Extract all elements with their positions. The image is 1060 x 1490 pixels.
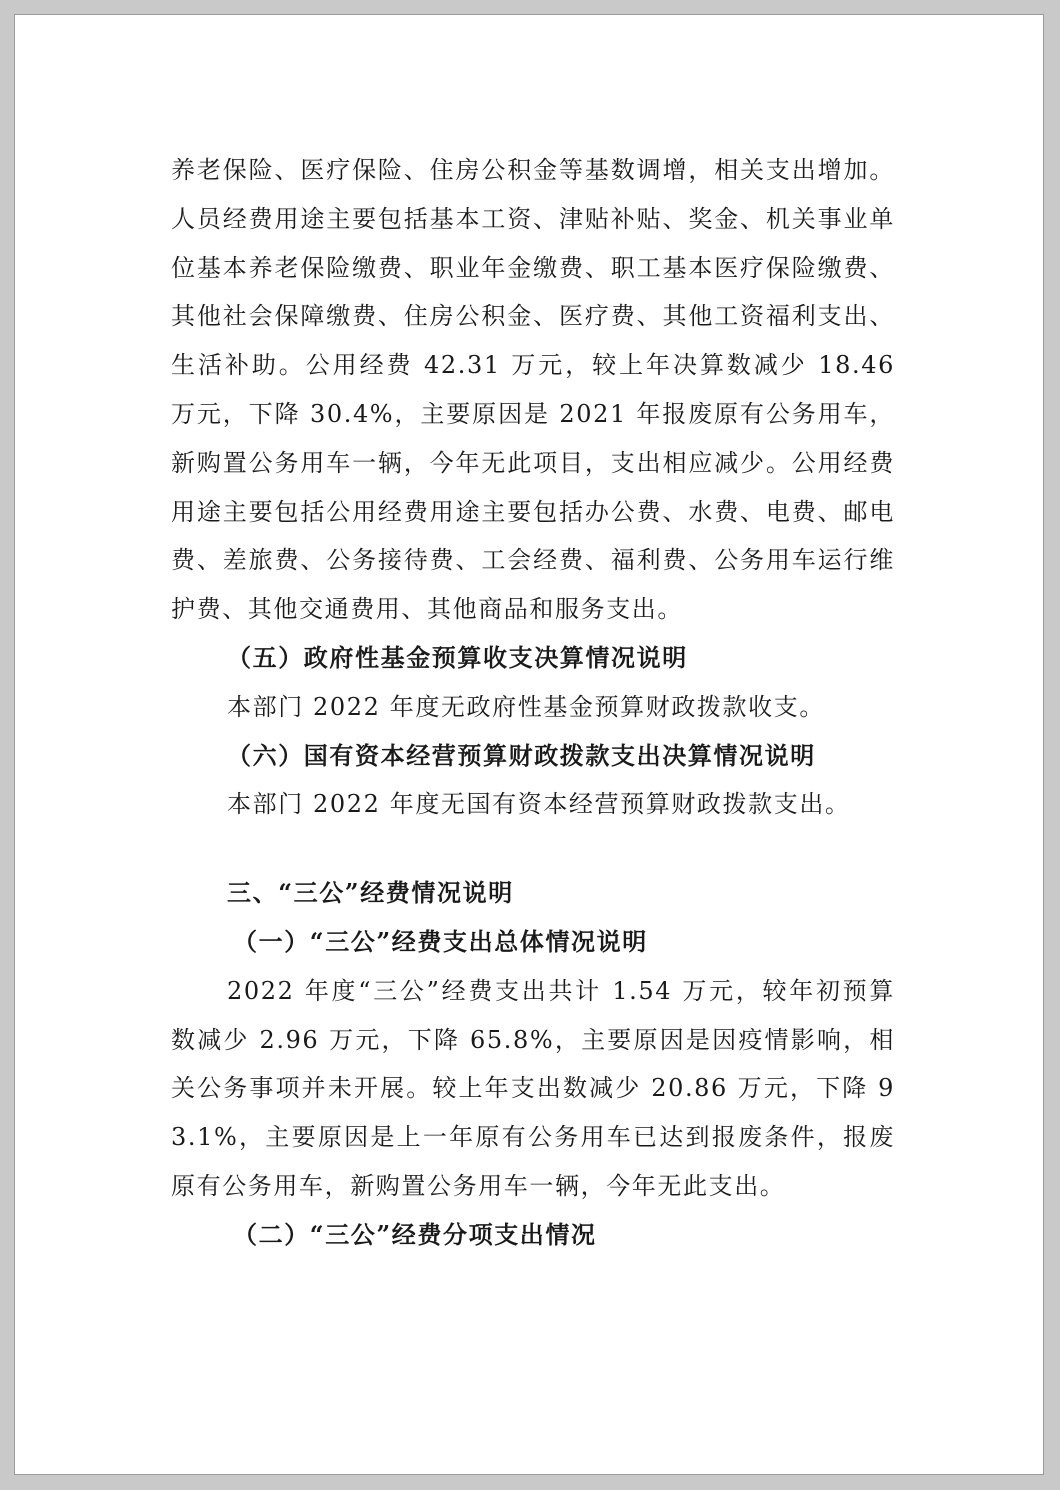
document-page [14, 14, 1044, 1475]
heading-three-public-overall: （一）“三公”经费支出总体情况说明 [233, 926, 648, 956]
paragraph-state-capital: 本部门 2022 年度无国有资本经营预算财政拨款支出。 [227, 790, 851, 819]
document-body [171, 146, 895, 1260]
heading-three-public-itemized: （二）“三公”经费分项支出情况 [233, 1219, 597, 1249]
paragraph-government-fund: 本部门 2022 年度无政府性基金预算财政拨款收支。 [227, 692, 825, 721]
heading-government-fund-budget: （五）政府性基金预算收支决算情况说明 [227, 642, 688, 672]
section-three-public-expenses-title: 三、“三公”经费情况说明 [227, 878, 514, 908]
heading-state-capital-budget: （六）国有资本经营预算财政拨款支出决算情况说明 [227, 740, 816, 770]
paragraph-expenditure-details: 养老保险、医疗保险、住房公积金等基数调增，相关支出增加。人员经费用途主要包括基本工资、津贴补贴、奖金、机关事业单位基本养老保险缴费、职业年金缴费、职工基本医疗保险缴费、其他社会保障缴费、住房公积金、医疗费、其他工资福利支出、生活补助。公用经费 42.31 万元，较上年决算数减少 18.46 万元，下降 30.4%，主要原因是 2021 年报废原有公务用车，新购置公务用车一辆，今年无此项目，支出相应减少。公用经费用途主要包括公用经费用途主要包括办公费、水费、电费、邮电费、差旅费、公务接待费、工会经费、福利费、公务用车运行维护费、其他交通费用、其他商品和服务支出。 [171, 156, 895, 624]
paragraph-three-public-overall: 2022 年度“三公”经费支出共计 1.54 万元，较年初预算数减少 2.96 万元，下降 65.8%，主要原因是因疫情影响，相关公务事项并未开展。较上年支出数减少 20.86 万元，下降 93.1%，主要原因是上一年原有公务用车已达到报废条件，报废原有公务用车，新购置公务用车一辆，今年无此支出。 [171, 976, 895, 1200]
